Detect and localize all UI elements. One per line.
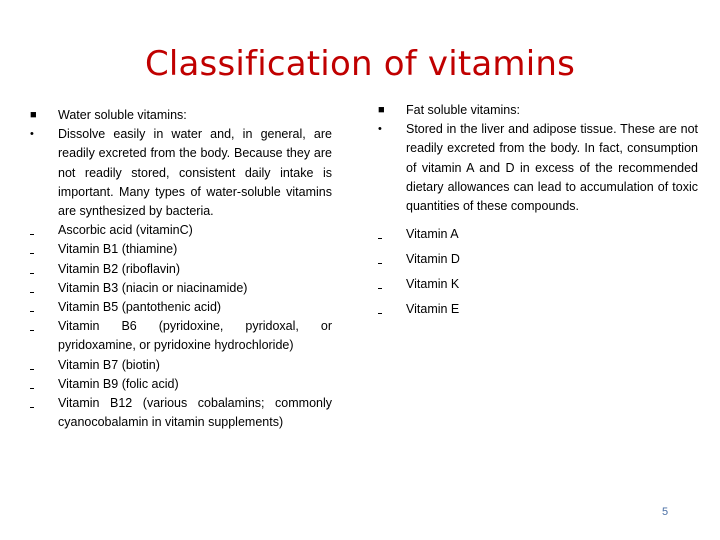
list-item: Vitamin B2 (riboflavin) bbox=[30, 260, 332, 279]
list-item: Vitamin B6 (pyridoxine, pyridoxal, or pyridoxamine, or pyridoxine hydrochloride) bbox=[30, 317, 332, 355]
water-soluble-heading-row bbox=[30, 106, 332, 125]
list-item: Ascorbic acid (vitaminC) bbox=[30, 221, 332, 240]
list-item: Vitamin E bbox=[378, 297, 698, 322]
dash-bullet-icon bbox=[30, 240, 58, 259]
dash-bullet-icon bbox=[30, 298, 58, 317]
page-number: 5 bbox=[662, 506, 669, 518]
list-item: Vitamin D bbox=[378, 247, 698, 272]
dash-bullet-icon bbox=[30, 221, 58, 240]
dash-bullet-icon bbox=[378, 250, 406, 269]
water-soluble-column bbox=[30, 106, 332, 432]
water-soluble-description: Dissolve easily in water and, in general, are readily excreted from the body. Because they are not readily stored, consistent daily intake is important. Many types of water-soluble vitamins are synthesized by bacteria. bbox=[58, 127, 332, 219]
dash-bullet-icon bbox=[30, 279, 58, 298]
list-item: Vitamin B3 (niacin or niacinamide) bbox=[30, 279, 332, 298]
list-item: Vitamin B1 (thiamine) bbox=[30, 240, 332, 259]
list-item: Vitamin B12 (various cobalamins; commonly cyanocobalamin in vitamin supplements) bbox=[30, 394, 332, 432]
dash-bullet-icon bbox=[30, 356, 58, 375]
fat-soluble-description-row bbox=[378, 120, 698, 216]
fat-soluble-heading: Fat soluble vitamins: bbox=[406, 103, 520, 117]
dash-bullet-icon bbox=[378, 275, 406, 294]
dash-bullet-icon bbox=[30, 317, 58, 336]
fat-soluble-column bbox=[378, 101, 698, 322]
dash-bullet-icon bbox=[30, 394, 58, 413]
list-item: Vitamin B5 (pantothenic acid) bbox=[30, 298, 332, 317]
square-bullet-icon: ■ bbox=[378, 104, 385, 116]
water-soluble-description-row bbox=[30, 125, 332, 221]
water-soluble-heading: Water soluble vitamins: bbox=[58, 108, 187, 122]
list-item: Vitamin B9 (folic acid) bbox=[30, 375, 332, 394]
dash-bullet-icon bbox=[378, 225, 406, 244]
round-bullet-icon: • bbox=[378, 123, 382, 136]
list-item: Vitamin K bbox=[378, 272, 698, 297]
fat-soluble-heading-row bbox=[378, 101, 698, 120]
dash-bullet-icon bbox=[378, 300, 406, 319]
dash-bullet-icon bbox=[30, 375, 58, 394]
list-item: Vitamin A bbox=[378, 222, 698, 247]
dash-bullet-icon bbox=[30, 260, 58, 279]
square-bullet-icon: ■ bbox=[30, 109, 37, 121]
slide-title: Classification of vitamins bbox=[144, 44, 576, 84]
list-item: Vitamin B7 (biotin) bbox=[30, 356, 332, 375]
fat-soluble-description: Stored in the liver and adipose tissue. These are not readily excreted from the body. In fact, consumption of vitamin A and D in excess of the recommended dietary allowances can lead to accumulation of toxic quantities of these compounds. bbox=[406, 122, 698, 214]
round-bullet-icon: • bbox=[30, 128, 34, 141]
